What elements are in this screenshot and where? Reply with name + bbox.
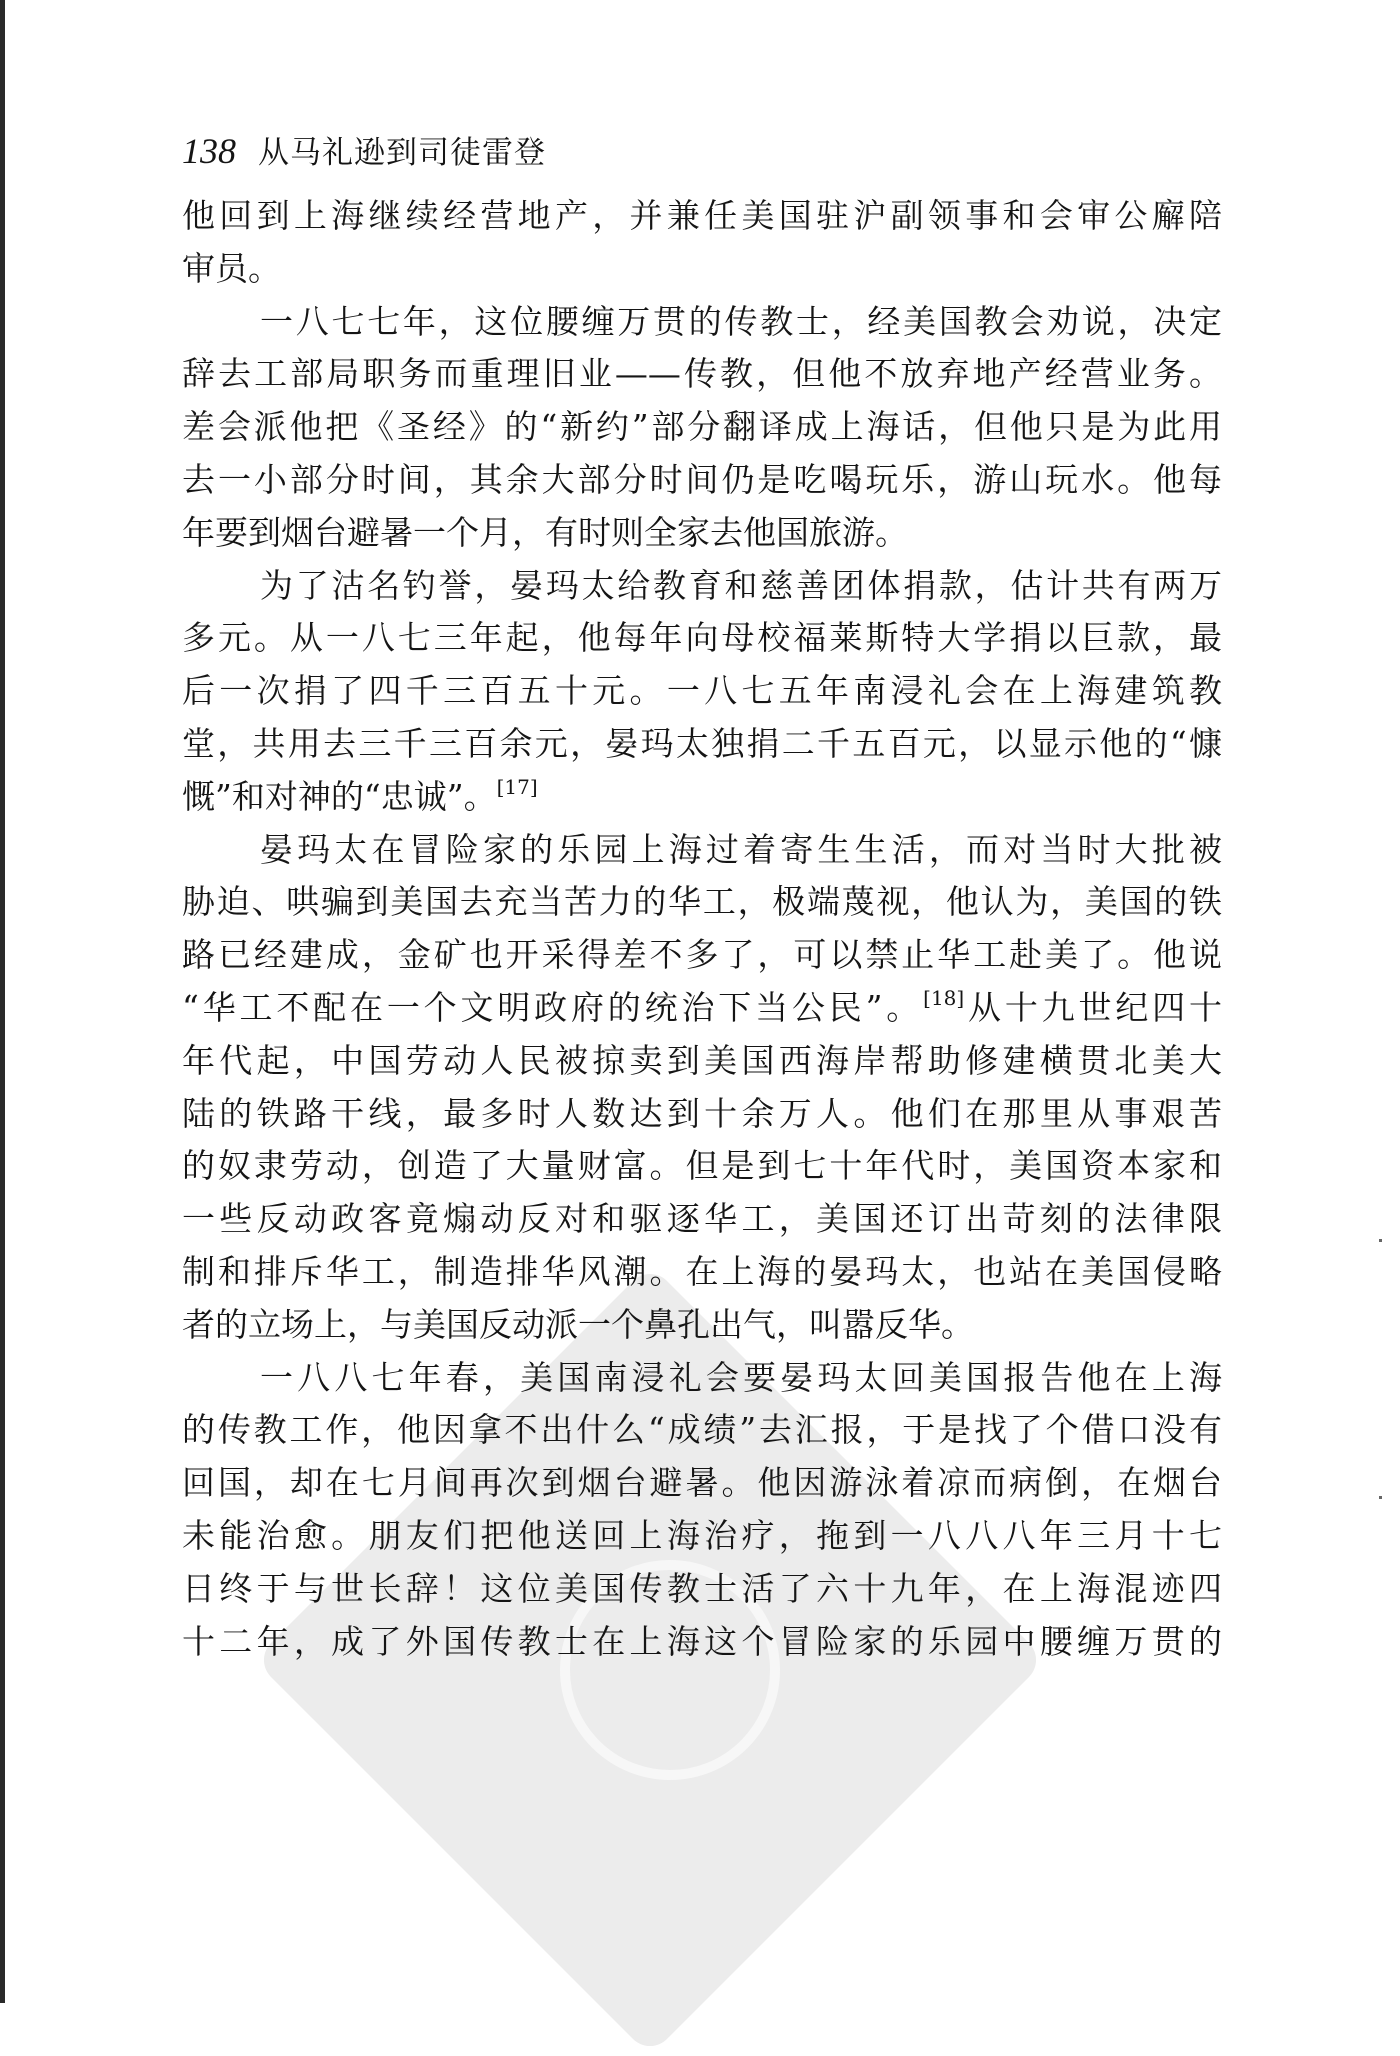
text-line-content: 晏玛太在冒险家的乐园上海过着寄生生活，而对当时大批被: [260, 829, 1222, 869]
page-edge: [0, 0, 5, 2003]
text-line: [182, 401, 1222, 454]
footnote-marker: [18]: [923, 985, 965, 1010]
margin-speck: [1379, 1239, 1382, 1242]
text-line: [182, 929, 1222, 982]
text-line-content: 一八七七年，这位腰缠万贯的传教士，经美国教会劝说，决定: [260, 301, 1222, 341]
text-line: [182, 454, 1222, 507]
text-line-content: 胁迫、哄骗到美国去充当苦力的华工，极端蔑视，他认为，美国的铁: [182, 882, 1222, 922]
text-line: [182, 1404, 1222, 1457]
text-line-content: 一八八七年春，美国南浸礼会要晏玛太回美国报告他在上海: [260, 1357, 1222, 1397]
text-line: [182, 1193, 1222, 1246]
book-title: 从马礼逊到司徒雷登: [258, 135, 546, 171]
text-line: [182, 824, 1222, 877]
text-line-content: 者的立场上，与美国反动派一个鼻孔出气，叫嚣反华。: [182, 1304, 974, 1344]
text-line-content: 未能治愈。朋友们把他送回上海治疗，拖到一八八八年三月十七: [182, 1515, 1222, 1555]
text-line-content: 堂，共用去三千三百余元，晏玛太独捐二千五百元，以显示他的“慷: [182, 723, 1222, 763]
text-line: [182, 1035, 1222, 1088]
page-number: 138: [182, 131, 236, 171]
text-line-content: 的传教工作，他因拿不出什么“成绩”去汇报，于是找了个借口没有: [182, 1410, 1222, 1450]
text-line: [182, 718, 1222, 771]
text-line-content: 多元。从一八七三年起，他每年向母校福莱斯特大学捐以巨款，最: [182, 618, 1222, 658]
text-line: [182, 876, 1222, 929]
text-line: [182, 296, 1222, 349]
text-line: [182, 612, 1222, 665]
text-line: [182, 665, 1222, 718]
text-line-content: 制和排斥华工，制造排华风潮。在上海的晏玛太，也站在美国侵略: [182, 1251, 1222, 1291]
text-line: [182, 190, 1222, 243]
text-line-content: 回国，却在七月间再次到烟台避暑。他因游泳着凉而病倒，在烟台: [182, 1463, 1222, 1503]
text-line: [182, 560, 1222, 613]
footnote-marker: [17]: [496, 774, 538, 799]
text-line-content: 十二年，成了外国传教士在上海这个冒险家的乐园中腰缠万贯的: [182, 1621, 1222, 1661]
text-line: [182, 1246, 1222, 1299]
text-line: [182, 348, 1222, 401]
text-line-content: 年要到烟台避暑一个月，有时则全家去他国旅游。: [182, 512, 908, 552]
running-header: [182, 128, 546, 174]
text-line: [182, 507, 1222, 560]
body-text: [182, 190, 1222, 1668]
text-line-content: 差会派他把《圣经》的“新约”部分翻译成上海话，但他只是为此用: [182, 407, 1222, 447]
text-line-content: 后一次捐了四千三百五十元。一八七五年南浸礼会在上海建筑教: [182, 671, 1222, 711]
text-line-content: 年代起，中国劳动人民被掠卖到美国西海岸帮助修建横贯北美大: [182, 1040, 1222, 1080]
text-line-content: 辞去工部局职务而重理旧业——传教，但他不放弃地产经营业务。: [182, 354, 1222, 394]
text-line: [182, 982, 1222, 1035]
text-line-content: 一些反动政客竟煽动反对和驱逐华工，美国还订出苛刻的法律限: [182, 1199, 1222, 1239]
margin-speck: [1379, 1496, 1382, 1499]
text-line-content: 陆的铁路干线，最多时人数达到十余万人。他们在那里从事艰苦: [182, 1093, 1222, 1133]
text-line: [182, 1352, 1222, 1405]
text-line-content: 为了沽名钓誉，晏玛太给教育和慈善团体捐款，估计共有两万: [260, 565, 1222, 605]
text-line: [182, 1616, 1222, 1669]
text-line: [182, 1563, 1222, 1616]
text-line: [182, 1510, 1222, 1563]
text-line: [182, 1457, 1222, 1510]
text-line-continuation: 从十九世纪四十: [964, 987, 1222, 1027]
text-line-content: 慨”和对神的“忠诚”。: [182, 776, 497, 816]
text-line-content: 去一小部分时间，其余大部分时间仍是吃喝玩乐，游山玩水。他每: [182, 459, 1222, 499]
text-line: [182, 771, 1222, 824]
text-line-content: 审员。: [182, 248, 281, 288]
text-line-content: 日终于与世长辞！这位美国传教士活了六十九年，在上海混迹四: [182, 1568, 1222, 1608]
text-line: [182, 1299, 1222, 1352]
text-line-content: 的奴隶劳动，创造了大量财富。但是到七十年代时，美国资本家和: [182, 1146, 1222, 1186]
text-line-content: “华工不配在一个文明政府的统治下当公民”。: [182, 987, 924, 1027]
text-line: [182, 1140, 1222, 1193]
text-line-content: 他回到上海继续经营地产，并兼任美国驻沪副领事和会审公廨陪: [182, 196, 1222, 235]
text-line: [182, 243, 1222, 296]
text-line: [182, 1088, 1222, 1141]
text-line-content: 路已经建成，金矿也开采得差不多了，可以禁止华工赴美了。他说: [182, 935, 1222, 975]
